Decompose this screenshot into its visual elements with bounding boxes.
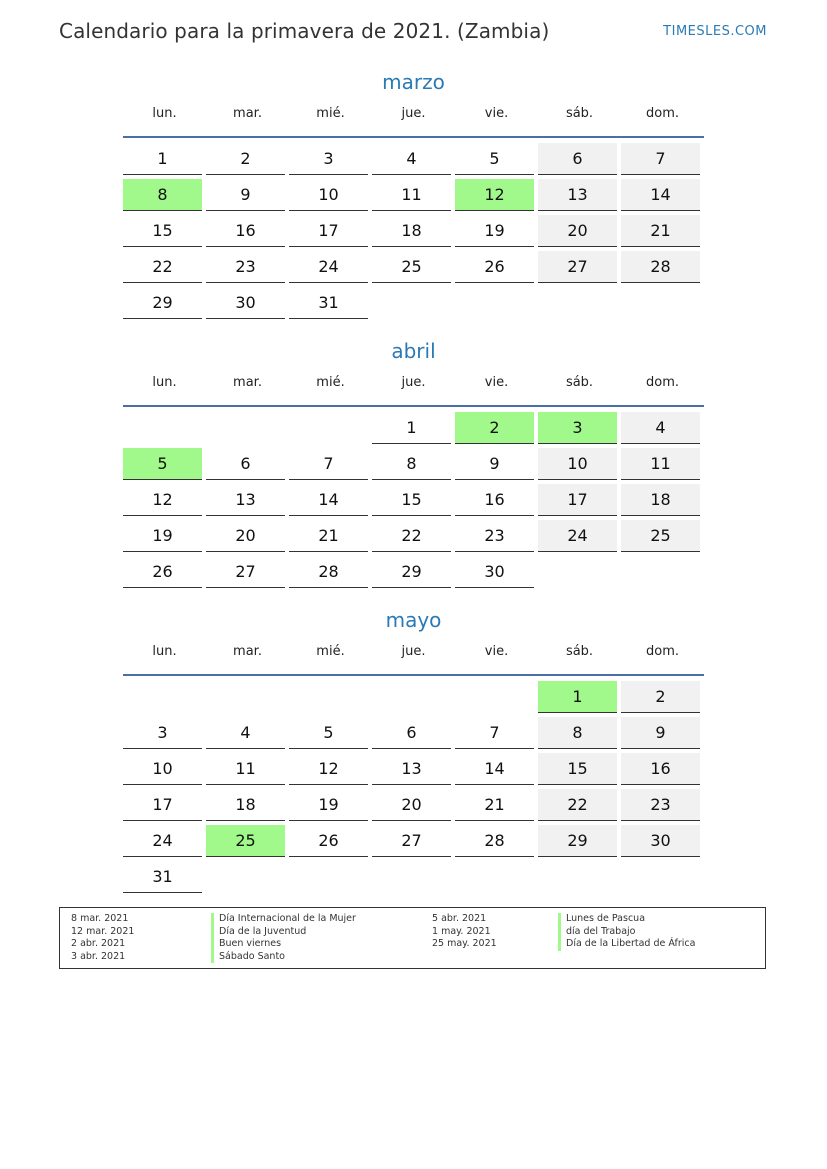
- day-grid: [123, 681, 704, 893]
- day-cell[interactable]: 6: [206, 448, 285, 480]
- weekday-label: lun.: [152, 644, 177, 659]
- holiday-day-cell[interactable]: 8: [123, 179, 202, 211]
- day-cell[interactable]: 9: [455, 448, 534, 480]
- day-cell[interactable]: 4: [372, 143, 451, 175]
- day-cell[interactable]: 9: [621, 717, 700, 749]
- day-cell[interactable]: 29: [538, 825, 617, 857]
- day-cell[interactable]: 21: [455, 789, 534, 821]
- day-cell[interactable]: 14: [289, 484, 368, 516]
- day-cell[interactable]: 17: [123, 789, 202, 821]
- weekday-label: mié.: [316, 375, 345, 390]
- day-cell[interactable]: 21: [289, 520, 368, 552]
- day-cell[interactable]: 9: [206, 179, 285, 211]
- weekday-label: mié.: [316, 106, 345, 121]
- day-grid: [123, 143, 704, 319]
- empty-day-cell: [289, 412, 368, 444]
- day-cell[interactable]: 11: [206, 753, 285, 785]
- day-cell[interactable]: 12: [123, 484, 202, 516]
- weekday-header-row: [123, 375, 704, 407]
- weekday-label: vie.: [484, 644, 509, 659]
- day-cell[interactable]: 10: [289, 179, 368, 211]
- day-cell[interactable]: 12: [289, 753, 368, 785]
- day-cell[interactable]: 3: [123, 717, 202, 749]
- day-cell[interactable]: 6: [372, 717, 451, 749]
- day-cell[interactable]: 1: [372, 412, 451, 444]
- holiday-day-cell[interactable]: 2: [455, 412, 534, 444]
- day-cell[interactable]: 24: [123, 825, 202, 857]
- empty-day-cell: [206, 412, 285, 444]
- brand-logo[interactable]: TIMESLES.COM: [663, 24, 767, 39]
- legend-date: 12 mar. 2021: [71, 925, 135, 937]
- empty-day-cell: [289, 681, 368, 713]
- day-cell[interactable]: 13: [206, 484, 285, 516]
- day-cell[interactable]: 31: [123, 861, 202, 893]
- weekday-label: mar.: [233, 106, 262, 121]
- day-cell[interactable]: 2: [206, 143, 285, 175]
- day-cell[interactable]: 15: [372, 484, 451, 516]
- day-cell[interactable]: 5: [455, 143, 534, 175]
- legend-left-dates: [71, 913, 134, 963]
- day-cell[interactable]: 19: [455, 215, 534, 247]
- weekday-label: lun.: [152, 375, 177, 390]
- day-cell[interactable]: 28: [621, 251, 700, 283]
- day-cell[interactable]: 17: [289, 215, 368, 247]
- weekday-label: sáb.: [565, 106, 594, 121]
- day-cell[interactable]: 13: [538, 179, 617, 211]
- day-cell[interactable]: 13: [372, 753, 451, 785]
- day-cell[interactable]: 4: [621, 412, 700, 444]
- empty-day-cell: [123, 681, 202, 713]
- day-cell[interactable]: 15: [538, 753, 617, 785]
- day-cell[interactable]: 27: [538, 251, 617, 283]
- day-cell[interactable]: 10: [538, 448, 617, 480]
- day-cell[interactable]: 29: [372, 556, 451, 588]
- day-cell[interactable]: 6: [538, 143, 617, 175]
- page-title: Calendario para la primavera de 2021. (Zambia): [59, 19, 550, 43]
- day-cell[interactable]: 11: [621, 448, 700, 480]
- day-cell[interactable]: 16: [206, 215, 285, 247]
- holiday-day-cell[interactable]: 3: [538, 412, 617, 444]
- legend-holiday-name: Buen viernes: [211, 938, 356, 951]
- month-title: mayo: [385, 608, 442, 632]
- day-cell[interactable]: 23: [206, 251, 285, 283]
- legend-date: 2 abr. 2021: [71, 938, 126, 950]
- month-0: [123, 68, 704, 319]
- day-cell[interactable]: 31: [289, 287, 368, 319]
- month-2: [123, 606, 704, 893]
- day-cell[interactable]: 8: [538, 717, 617, 749]
- legend-holiday-name: Día de la Libertad de África: [558, 938, 695, 951]
- weekday-label: jue.: [401, 644, 426, 659]
- empty-day-cell: [123, 412, 202, 444]
- day-cell[interactable]: 20: [206, 520, 285, 552]
- day-cell[interactable]: 26: [289, 825, 368, 857]
- day-cell[interactable]: 28: [455, 825, 534, 857]
- day-cell[interactable]: 27: [206, 556, 285, 588]
- day-cell[interactable]: 22: [372, 520, 451, 552]
- weekday-label: sáb.: [565, 375, 594, 390]
- day-cell[interactable]: 17: [538, 484, 617, 516]
- day-cell[interactable]: 26: [455, 251, 534, 283]
- day-cell[interactable]: 24: [538, 520, 617, 552]
- day-cell[interactable]: 25: [621, 520, 700, 552]
- holiday-day-cell[interactable]: 12: [455, 179, 534, 211]
- weekday-label: mié.: [316, 644, 345, 659]
- day-cell[interactable]: 30: [206, 287, 285, 319]
- day-cell[interactable]: 7: [289, 448, 368, 480]
- day-cell[interactable]: 7: [621, 143, 700, 175]
- day-cell[interactable]: 11: [372, 179, 451, 211]
- month-1: [123, 337, 704, 588]
- weekday-label: mar.: [233, 375, 262, 390]
- legend-right-names: [558, 913, 695, 951]
- legend-holiday-name: Día Internacional de la Mujer: [211, 913, 356, 926]
- legend-holiday-name: Sábado Santo: [211, 951, 356, 964]
- holiday-day-cell[interactable]: 1: [538, 681, 617, 713]
- weekday-label: jue.: [401, 106, 426, 121]
- legend-date: 3 abr. 2021: [71, 950, 126, 962]
- day-cell[interactable]: 14: [621, 179, 700, 211]
- holiday-day-cell[interactable]: 25: [206, 825, 285, 857]
- day-cell[interactable]: 19: [123, 520, 202, 552]
- day-cell[interactable]: 4: [206, 717, 285, 749]
- day-cell[interactable]: 15: [123, 215, 202, 247]
- day-cell[interactable]: 18: [206, 789, 285, 821]
- weekday-label: dom.: [645, 375, 679, 390]
- weekday-label: lun.: [152, 106, 177, 121]
- weekday-label: mar.: [233, 644, 262, 659]
- day-cell[interactable]: 30: [621, 825, 700, 857]
- day-cell[interactable]: 2: [621, 681, 700, 713]
- weekday-label: vie.: [484, 375, 509, 390]
- legend-holiday-name: día del Trabajo: [558, 926, 695, 939]
- day-cell[interactable]: 16: [621, 753, 700, 785]
- day-cell[interactable]: 22: [123, 251, 202, 283]
- day-cell[interactable]: 3: [289, 143, 368, 175]
- day-cell[interactable]: 23: [621, 789, 700, 821]
- day-cell[interactable]: 19: [289, 789, 368, 821]
- weekday-label: sáb.: [565, 644, 594, 659]
- legend-right-dates: [432, 913, 497, 951]
- day-cell[interactable]: 21: [621, 215, 700, 247]
- day-grid: [123, 412, 704, 588]
- day-cell[interactable]: 1: [123, 143, 202, 175]
- empty-day-cell: [372, 681, 451, 713]
- day-cell[interactable]: 23: [455, 520, 534, 552]
- day-cell[interactable]: 18: [372, 215, 451, 247]
- legend-date: 25 may. 2021: [432, 938, 497, 950]
- weekday-header-row: [123, 644, 704, 676]
- weekday-label: dom.: [645, 106, 679, 121]
- day-cell[interactable]: 29: [123, 287, 202, 319]
- legend-holiday-name: Día de la Juventud: [211, 926, 356, 939]
- holiday-day-cell[interactable]: 5: [123, 448, 202, 480]
- day-cell[interactable]: 22: [538, 789, 617, 821]
- day-cell[interactable]: 16: [455, 484, 534, 516]
- day-cell[interactable]: 7: [455, 717, 534, 749]
- weekday-label: vie.: [484, 106, 509, 121]
- legend-left-names: [211, 913, 356, 963]
- holiday-legend: [59, 907, 766, 969]
- day-cell[interactable]: 27: [372, 825, 451, 857]
- legend-date: 1 may. 2021: [432, 925, 491, 937]
- weekday-label: jue.: [401, 375, 426, 390]
- legend-date: 5 abr. 2021: [432, 913, 487, 924]
- day-cell[interactable]: 18: [621, 484, 700, 516]
- day-cell[interactable]: 20: [538, 215, 617, 247]
- empty-day-cell: [206, 681, 285, 713]
- legend-holiday-name: Lunes de Pascua: [558, 913, 695, 926]
- day-cell[interactable]: 8: [372, 448, 451, 480]
- day-cell[interactable]: 25: [372, 251, 451, 283]
- legend-date: 8 mar. 2021: [71, 913, 129, 924]
- day-cell[interactable]: 28: [289, 556, 368, 588]
- day-cell[interactable]: 30: [455, 556, 534, 588]
- weekday-header-row: [123, 106, 704, 138]
- weekday-label: dom.: [645, 644, 679, 659]
- day-cell[interactable]: 14: [455, 753, 534, 785]
- day-cell[interactable]: 10: [123, 753, 202, 785]
- day-cell[interactable]: 26: [123, 556, 202, 588]
- month-title: abril: [391, 339, 436, 363]
- day-cell[interactable]: 20: [372, 789, 451, 821]
- day-cell[interactable]: 24: [289, 251, 368, 283]
- empty-day-cell: [455, 681, 534, 713]
- day-cell[interactable]: 5: [289, 717, 368, 749]
- month-title: marzo: [382, 70, 445, 94]
